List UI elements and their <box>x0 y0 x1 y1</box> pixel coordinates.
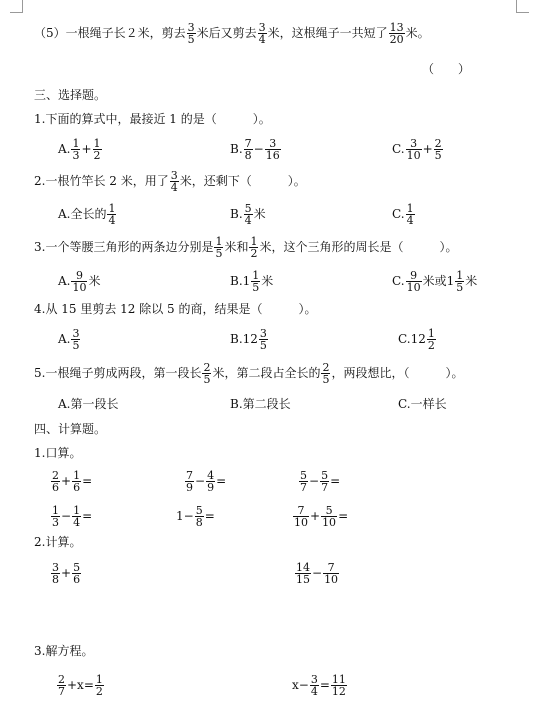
fraction: $\frac{3}{4}$ <box>258 21 266 46</box>
corner-mark-right <box>516 0 529 13</box>
section-4-heading: 四、计算题。 <box>34 422 107 436</box>
choice-5-option-b: B.第二段长 <box>230 397 291 411</box>
choice-4-option-b: B.12 $\frac{3}{5}$ <box>230 327 267 352</box>
choice-5-option-a: A.第一段长 <box>58 397 119 411</box>
calc-item: $\frac{3}{8}$ + $\frac{5}{6}$ <box>52 561 81 586</box>
oral-heading: 1.口算。 <box>34 446 82 460</box>
calc-heading: 2.计算。 <box>34 535 82 549</box>
choice-4-stem: 4.从 15 里剪去 12 除以 5 的商，结果是（ ）。 <box>34 302 317 316</box>
choice-2-option-c: C. $\frac{1}{4}$ <box>392 202 414 227</box>
fraction: $\frac{3}{5}$ <box>187 21 195 46</box>
choice-3-stem: 3.一个等腰三角形的两条边分别是 $\frac{1}{5}$ 米和 $\frac{1}{2}$ 米，这个三角形的周长是（ ）。 <box>34 235 458 260</box>
choice-3-option-b: B.1 $\frac{1}{5}$ 米 <box>230 269 274 294</box>
fraction: $\frac{13}{20}$ <box>389 21 404 46</box>
corner-mark-left <box>10 0 23 13</box>
oral-item: 1− $\frac{5}{8}$ = <box>176 504 215 529</box>
choice-4-option-a: A. $\frac{3}{5}$ <box>58 327 80 352</box>
oral-item: $\frac{5}{7}$ − $\frac{5}{7}$ = <box>300 469 341 494</box>
oral-item: $\frac{7}{10}$ + $\frac{5}{10}$ = <box>294 504 349 529</box>
equations-heading: 3.解方程。 <box>34 644 94 658</box>
choice-2-option-a: A.全长的 $\frac{1}{4}$ <box>58 202 116 227</box>
oral-item: $\frac{2}{6}$ + $\frac{1}{6}$ = <box>52 469 93 494</box>
choice-1-option-b: B. $\frac{7}{8}$ − $\frac{3}{16}$ <box>230 137 280 162</box>
oral-item: $\frac{7}{9}$ − $\frac{4}{9}$ = <box>186 469 227 494</box>
choice-3-option-a: A. $\frac{9}{10}$ 米 <box>58 269 101 294</box>
calc-item: $\frac{14}{15}$ − $\frac{7}{10}$ <box>296 561 339 586</box>
choice-4-option-c: C.12 $\frac{1}{2}$ <box>398 327 435 352</box>
choice-2-stem: 2.一根竹竿长 2 米，用了 $\frac{3}{4}$ 米，还剩下（ ）。 <box>34 169 306 194</box>
choice-3-option-c: C. $\frac{9}{10}$ 米或1 $\frac{1}{5}$ 米 <box>392 269 478 294</box>
section-3-heading: 三、选择题。 <box>34 88 107 102</box>
oral-item: $\frac{1}{3}$ − $\frac{1}{4}$ = <box>52 504 93 529</box>
choice-5-option-c: C.一样长 <box>398 397 447 411</box>
choice-5-stem: 5.一根绳子剪成两段，第一段长 $\frac{2}{5}$ 米，第二段占全长的 $\frac{2}{5}$ ，两段想比，（ ）。 <box>34 361 464 386</box>
answer-paren: （ ） <box>422 62 471 76</box>
equation-item: x− $\frac{3}{4}$ = $\frac{11}{12}$ <box>292 673 346 698</box>
choice-1-stem: 1.下面的算式中，最接近 1 的是（ ）。 <box>34 112 271 126</box>
question-5-line: （5）一根绳子长２米，剪去 $\frac{3}{5}$ 米后又剪去 $\frac{3}{4}$ 米，这根绳子一共短了 $\frac{13}{20}$ 米。 <box>34 21 430 46</box>
choice-1-option-c: C. $\frac{3}{10}$ + $\frac{2}{5}$ <box>392 137 442 162</box>
choice-2-option-b: B. $\frac{5}{4}$ 米 <box>230 202 266 227</box>
equation-item: $\frac{2}{7}$ +x= $\frac{1}{2}$ <box>58 673 103 698</box>
choice-1-option-a: A. $\frac{1}{3}$ + $\frac{1}{2}$ <box>58 137 101 162</box>
